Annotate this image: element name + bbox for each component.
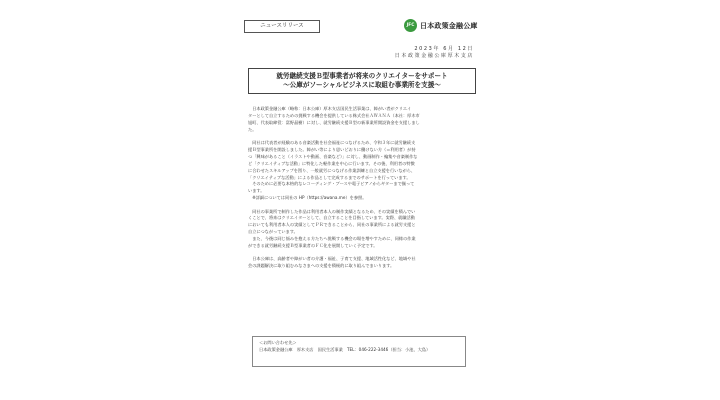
jfc-logo-icon: JFC	[404, 19, 417, 32]
body-line: 援Ｂ型事業所を開設しました。障がい等により思いどおりに働けない方（＝利用者）が持	[248, 146, 416, 152]
release-date: 2023年 6月 12日	[414, 46, 474, 52]
title-box	[248, 68, 476, 94]
release-body	[248, 106, 474, 277]
title-subtitle: ～公庫がソーシャルビジネスに取組む事業所を支援～	[283, 81, 441, 89]
press-release-page	[236, 0, 486, 400]
body-line: ど「クリエイティブな活動」に特化した軽作業を中心に行います。その後、利用者の特徴	[248, 160, 415, 166]
body-line: くことで、将来はクリエイターとして、自立することを目指しています。実際、就職活動	[248, 215, 415, 221]
body-line: た。	[248, 126, 257, 132]
jfc-logo	[404, 19, 478, 32]
body-line: 日本公庫は、高齢者や障がい者の介護・福祉、子育て支援、地域活性化など、地域や社	[248, 256, 416, 262]
body-line: また、今後は同じ悩みを抱える方たちへ挑戦する機会の場を増やすために、同様の作業	[248, 236, 416, 242]
body-line: 会の課題解決に取り組むみなさまへの支援を積極的に取り組んでまいります。	[248, 263, 395, 269]
body-line: 日本政策金融公庫（略称：日本公庫）厚木支店国民生活事業は、障がい者がクリエイ	[248, 106, 412, 111]
body-line: においても利用者本人の実績としてＰＲできることから、同社の事業所による就労支援と	[248, 222, 416, 228]
body-line: 旭町、代表取締役：富野晶樹）に対し、就労継続支援Ｂ型の新事業所開設資金を支援しまし	[248, 119, 420, 125]
contact-detail: 日本政策金融公庫 厚木支店 国民生活事業 TEL：046-222-3446（担当：小池、大島）	[259, 347, 431, 352]
jfc-logo-text: 日本政策金融公庫	[420, 21, 478, 30]
body-line: 同社の事業所で制作した作品は利用者本人の制作実績となるため、その実績を積んでい	[248, 208, 416, 214]
news-release-label: ニュースリリース	[244, 20, 320, 33]
body-line: 「クリエイティブな活動」による作品として完成するまでのサポートを行っています。	[248, 174, 411, 180]
body-line: 自立につながっています。	[248, 229, 298, 235]
body-line: そのために必要な本格的なレコーディング・ブースや電子ピアノからギターまで揃って	[248, 181, 415, 187]
body-line: ターとして自立するための挑戦する機会を提供している株式会社ＡＷＡＮＡ（本社：厚木市	[248, 112, 420, 118]
body-line: ができる就労継続支援Ｂ型事業者のＦＣ化を展開していく予定です。	[248, 243, 378, 249]
body-line: 同社は代表者が経験のある音楽活動を社会福祉につなげるため、令和３年に就労継続支	[248, 140, 416, 146]
issuing-branch: 日本政策金融公庫厚木支店	[394, 53, 474, 59]
body-line: ※詳細については同社の HP（https://awana.me）を参照。	[248, 195, 367, 201]
contact-box	[252, 336, 466, 367]
body-line: います。	[248, 188, 265, 194]
body-paragraph	[248, 256, 474, 270]
contact-heading: ＜お問い合わせ先＞	[259, 340, 297, 345]
body-paragraph	[248, 140, 474, 202]
body-paragraph	[248, 209, 474, 250]
body-line: に合わせたスキルアップを図り、一般就労につなげる作業訓練と自立支援を行いながら、	[248, 167, 416, 173]
body-line: つ「興味があること（イラストや動画、音楽など）」に対し、動画制作・編集や音楽制作な	[248, 153, 418, 159]
body-paragraph	[248, 106, 474, 134]
title-main: 就労継続支援Ｂ型事業者が将来のクリエイターをサポート	[276, 72, 448, 80]
